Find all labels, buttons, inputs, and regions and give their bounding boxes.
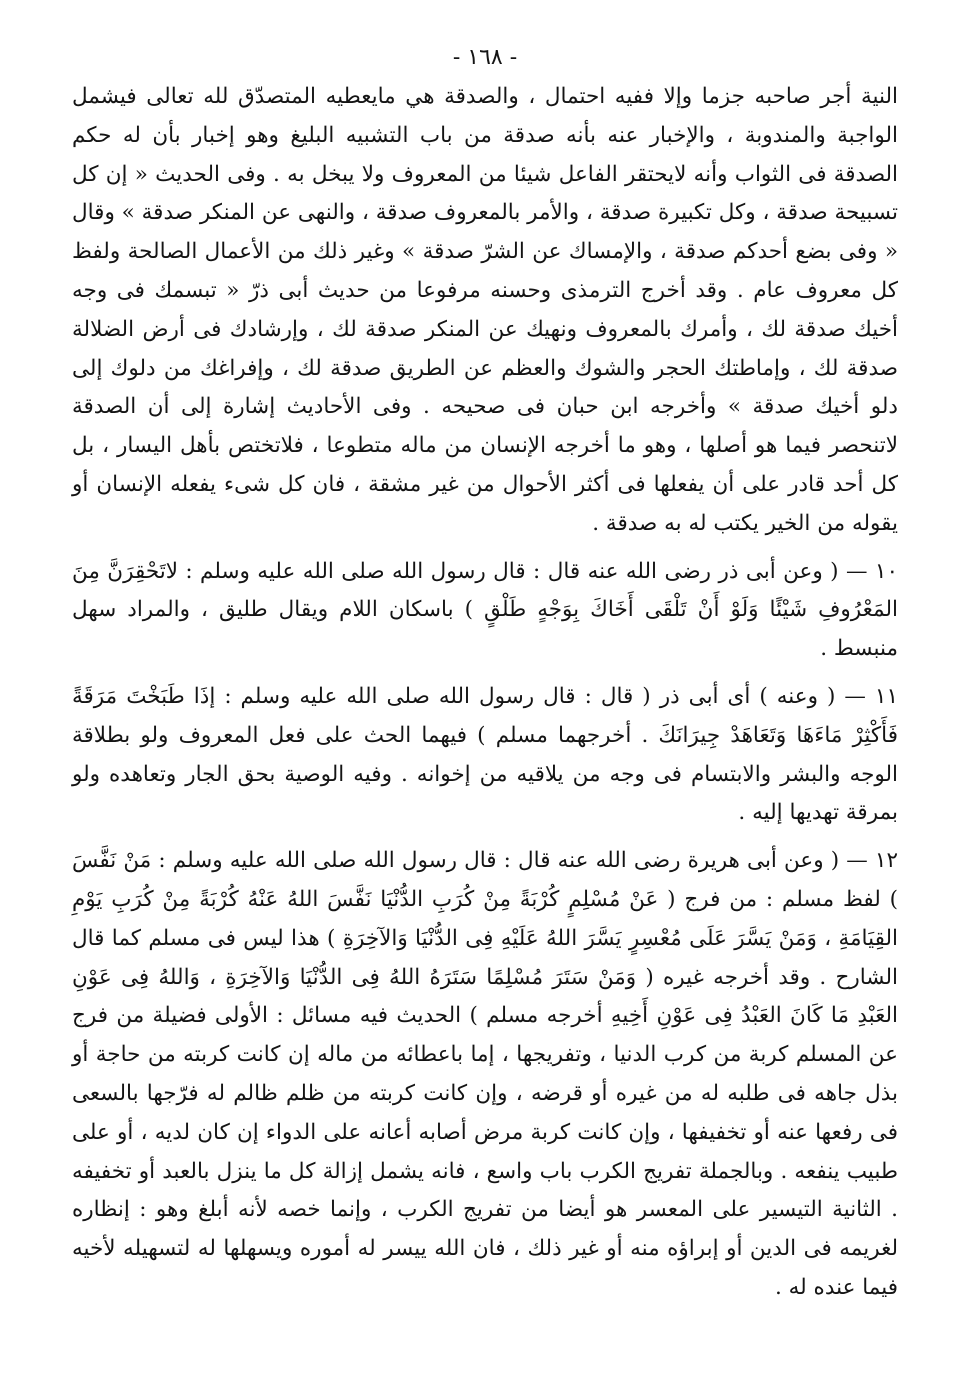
paragraph-hadith-12: ١٢ — ( وعن أبى هريرة رضى الله عنه قال : قال رسول الله صلى الله عليه وسلم : مَنْ نَفَّسَ ) لفظ مسلم : من فرج ( عَنْ مُسْلِمٍ كُرْبَةً مِنْ كُرَبِ الدُّنْيَا نَفَّسَ اللهُ عَنْهُ كُرْبَةً مِنْ كُرَبِ يَوْمِ القِيَامَةِ ، وَمَنْ يَسَّرَ عَلَى مُعْسِرٍ يَسَّرَ اللهُ عَلَيْهِ فِى الدُّنْيَا وَالآخِرَةِ ) هذا ليس فى مسلم كما قال الشارح . وقد أخرجه غيره ( وَمَنْ سَتَرَ مُسْلِمًا سَتَرَهُ اللهُ فِى الدُّنْيَا وَالآخِرَةِ ، وَاللهُ فِى عَوْنِ العَبْدِ مَا كَانَ العَبْدُ فِى عَوْنِ أَخِيهِ أخرجه مسلم ) الحديث فيه مسائل : الأولى فضيلة من فرج عن المسلم كربة من كرب الدنيا ، وتفريجها ، إما باعطائه من ماله إن كانت كربته من حاجة أو بذل جاهه فى طلبه له من غيره أو قرضه ، وإن كانت كربته من ظلم ظالم له فرّجها بالسعى فى رفعها عنه أو تخفيفها ، وإن كانت كربة مرض أصابه أعانه على الدواء إن كان لديه ، أو على طبيب ينفعه . وبالجملة تفريج الكرب باب واسع ، فانه يشمل إزالة كل ما ينزل بالعبد أو تخفيفه . الثانية التيسير على المعسر هو أيضا من تفريج الكرب ، وإنما خصه لأنه أبلغ وهو : إنظاره لغريمه فى الدين أو إبراؤه منه أو غير ذلك ، فان الله ييسر له أموره ويسهلها له لتسهيله لأخيه فيما عنده له . bbox=[72, 848, 898, 1300]
paragraph-hadith-11: ١١ — ( وعنه ) أى أبى ذر ( قال : قال رسول الله صلى الله عليه وسلم : إذَا طَبَخْتَ مَرَقَةً فَأَكْثِرْ مَاءَهَا وَتَعَاهَدْ جِيرَانَكَ . أخرجهما مسلم ) فيهما الحث على فعل المعروف ولو بطلاقة الوجه والبشر والابتسام فى وجه من يلاقيه من إخوانه . وفيه الوصية بحق الجار وتعاهده ولو بمرقة تهديها إليه . bbox=[72, 683, 898, 826]
paragraph-commentary: النية أجر صاحبه جزما وإلا ففيه احتمال ، والصدقة هي مايعطيه المتصدّق لله تعالى فيشمل الواجبة والمندوبة ، والإخبار عنه بأنه صدقة من باب التشبيه البليغ وهو إخبار بأن له حكم الصدقة فى الثواب وأنه لايحتقر الفاعل شيئا من المعروف ولا يبخل به . وفى الحديث « إن كل تسبيحة صدقة ، وكل تكبيرة صدقة ، والأمر بالمعروف صدقة ، والنهى عن المنكر صدقة » وقال « وفى بضع أحدكم صدقة ، والإمساك عن الشرّ صدقة » وغير ذلك من الأعمال الصالحة ولفظ كل معروف عام . وقد أخرج الترمذى وحسنه مرفوعا من حديث أبى ذرّ « تبسمك فى وجه أخيك صدقة لك ، وأمرك بالمعروف ونهيك عن المنكر صدقة لك ، وإرشادك فى أرض الضلالة صدقة لك ، وإماطتك الحجر والشوك والعظم عن الطريق صدقة لك ، وإفراغك من دلوك إلى دلو أخيك صدقة » وأخرجه ابن حبان فى صحيحه . وفى الأحاديث إشارة إلى أن الصدقة لاتنحصر فيما هو أصلها ، وهو ما أخرجه الإنسان من ماله متطوعا ، فلاتختص بأهل اليسار ، بل كل أحد قادر على أن يفعلها فى أكثر الأحوال من غير مشقة ، فان كل شىء يفعله الإنسان أو يقوله من الخير يكتب له به صدقة . bbox=[72, 84, 898, 536]
page-number: - ١٦٨ - bbox=[452, 45, 518, 70]
book-page bbox=[72, 38, 898, 1358]
paragraph-hadith-10: ١٠ — ( وعن أبى ذر رضى الله عنه قال : قال رسول الله صلى الله عليه وسلم : لاتَحْقِرَنَّ مِنَ المَعْرُوفِ شَيْئًا وَلَوْ أَنْ تَلْقَى أَخَاكَ بِوَجْهٍ طَلْقٍ ) باسكان اللام ويقال طليق ، والمراد سهل منبسط . bbox=[72, 558, 898, 662]
